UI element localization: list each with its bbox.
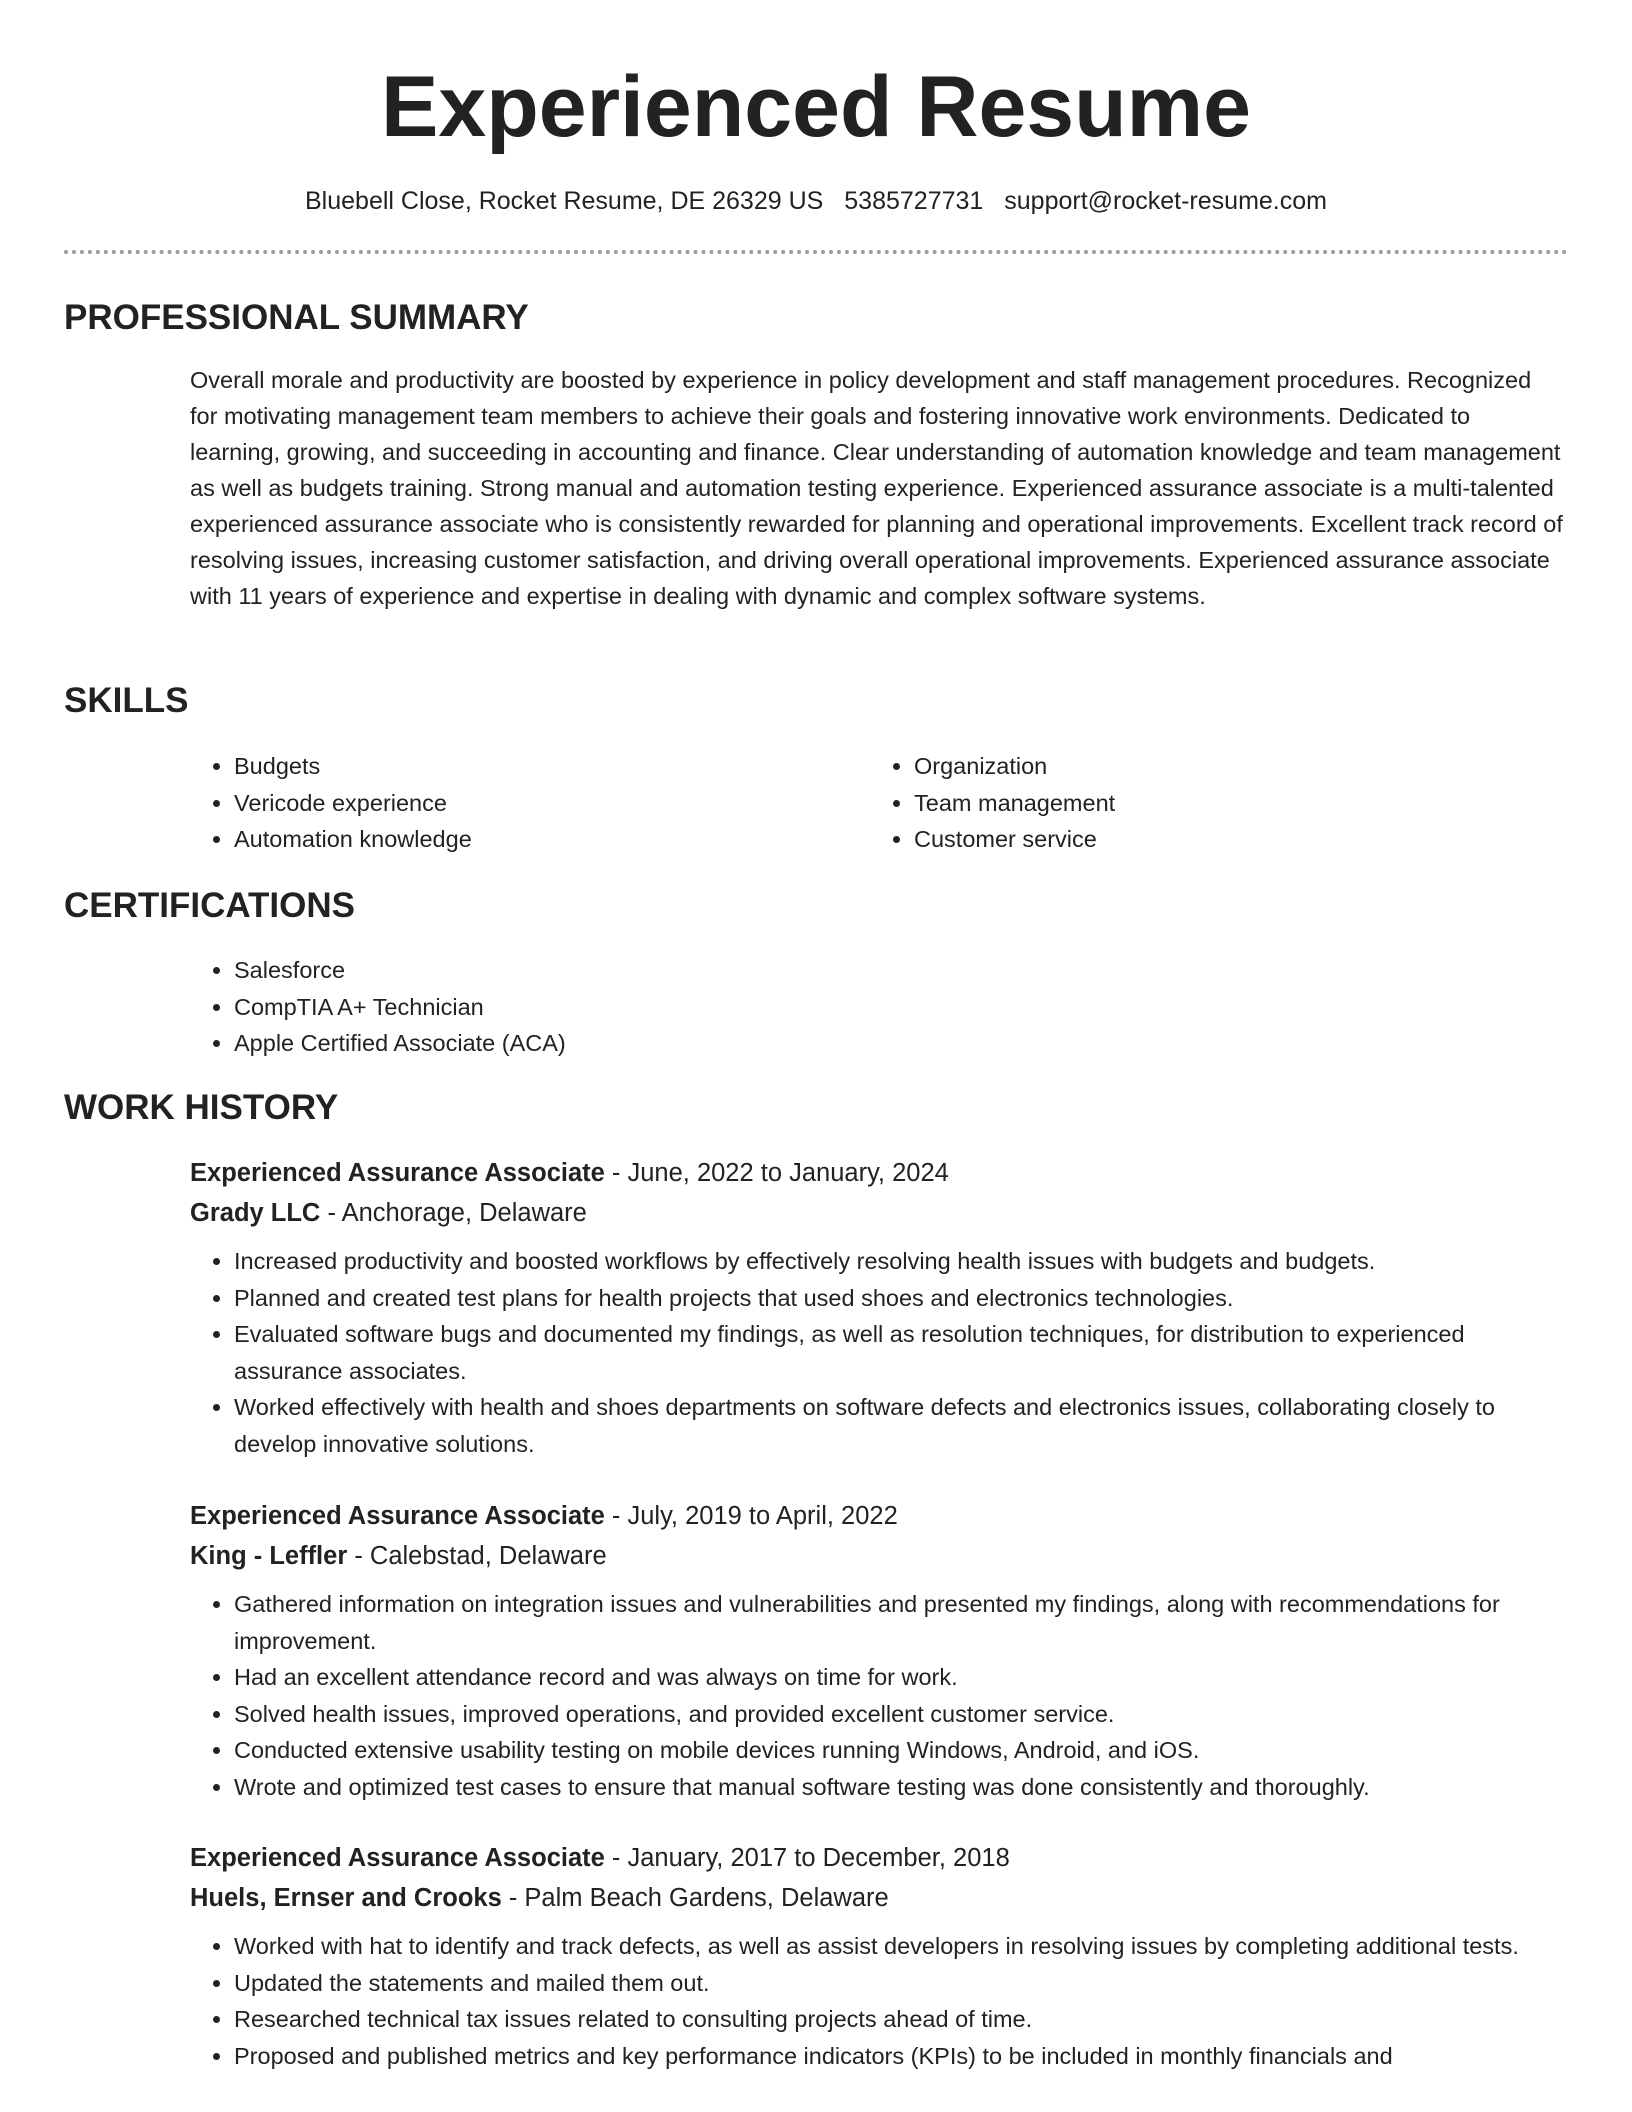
job-bullet: • Solved health issues, improved operations, and provided excellent customer service. xyxy=(234,1696,1570,1733)
job-bullet: • Evaluated software bugs and documented my findings, as well as resolution techniques, for distribution to experienced assurance associates. xyxy=(234,1316,1570,1389)
job-title-line xyxy=(190,1838,1570,1878)
skill-item: • Budgets xyxy=(234,748,830,785)
job-bullet: • Conducted extensive usability testing on mobile devices running Windows, Android, and iOS. xyxy=(234,1732,1570,1769)
certification-item: • Apple Certified Associate (ACA) xyxy=(234,1025,1560,1062)
job-dates: - January, 2017 to December, 2018 xyxy=(604,1844,1010,1872)
job-bullet: • Researched technical tax issues related to consulting projects ahead of time. xyxy=(234,2001,1570,2038)
job-company: Huels, Ernser and Crooks xyxy=(190,1884,502,1912)
job-bullet: • Wrote and optimized test cases to ensure that manual software testing was done consistently and thoroughly. xyxy=(234,1769,1570,1806)
job-title-line xyxy=(190,1153,1570,1193)
job-entry xyxy=(190,1153,1570,1462)
header-divider xyxy=(64,250,1568,254)
certification-item: • CompTIA A+ Technician xyxy=(234,989,1560,1026)
job-bullet: • Had an excellent attendance record and was always on time for work. xyxy=(234,1659,1570,1696)
job-bullet: • Updated the statements and mailed them out. xyxy=(234,1965,1570,2002)
contact-line xyxy=(0,185,1632,217)
summary-text: Overall morale and productivity are boosted by experience in policy development and staff management procedures. Recognized for motivating management team members to achieve their goals and fostering innovative work environments. Dedicated to learning, growing, and succeeding in accounting and finance. Clear understanding of automation knowledge and team management as well as budgets training. Strong manual and automation testing experience. Experienced assurance associate is a multi-talented experienced assurance associate who is consistently rewarded for planning and operational improvements. Excellent track record of resolving issues, increasing customer satisfaction, and driving overall operational improvements. Experienced assurance associate with 11 years of experience and expertise in dealing with dynamic and complex software systems. xyxy=(190,367,1563,609)
contact-phone: 5385727731 xyxy=(844,187,984,215)
contact-email: support@rocket-resume.com xyxy=(1004,187,1327,215)
job-role: Experienced Assurance Associate xyxy=(190,1844,605,1872)
job-title-line xyxy=(190,1496,1570,1536)
summary-block xyxy=(190,362,1565,614)
skill-item: • Organization xyxy=(914,748,1510,785)
skill-item: • Team management xyxy=(914,785,1510,822)
job-company: King - Leffler xyxy=(190,1542,348,1570)
job-company: Grady LLC xyxy=(190,1199,321,1227)
job-bullet: • Planned and created test plans for health projects that used shoes and electronics technologies. xyxy=(234,1280,1570,1317)
skill-item: • Customer service xyxy=(914,821,1510,858)
job-dates: - June, 2022 to January, 2024 xyxy=(604,1159,949,1187)
certifications-heading: CERTIFICATIONS xyxy=(64,886,356,925)
job-company-line xyxy=(190,1536,1570,1576)
job-company-line xyxy=(190,1878,1570,1918)
job-bullet: • Increased productivity and boosted workflows by effectively resolving health issues with budgets and budgets. xyxy=(234,1243,1570,1280)
job-location: - Anchorage, Delaware xyxy=(320,1199,587,1227)
job-bullet: • Gathered information on integration issues and vulnerabilities and presented my findings, along with recommendations for improvement. xyxy=(234,1586,1570,1659)
skills-column-right xyxy=(870,748,1510,858)
certifications-list xyxy=(190,952,1560,1062)
contact-address: Bluebell Close, Rocket Resume, DE 26329 US xyxy=(305,187,824,215)
job-entry xyxy=(190,1496,1570,1805)
job-bullet: • Worked effectively with health and shoes departments on software defects and electronics issues, collaborating closely to develop innovative solutions. xyxy=(234,1389,1570,1462)
job-bullet: • Proposed and published metrics and key performance indicators (KPIs) to be included in monthly financials and xyxy=(234,2038,1570,2075)
work-history-heading: WORK HISTORY xyxy=(64,1088,339,1127)
job-company-line xyxy=(190,1193,1570,1233)
resume-name: Experienced Resume xyxy=(381,59,1251,155)
skill-item: • Automation knowledge xyxy=(234,821,830,858)
job-dates: - July, 2019 to April, 2022 xyxy=(604,1502,898,1530)
certification-item: • Salesforce xyxy=(234,952,1560,989)
job-bullet: • Worked with hat to identify and track defects, as well as assist developers in resolving issues by completing additional tests. xyxy=(234,1928,1570,1965)
skills-column-left xyxy=(190,748,830,858)
job-role: Experienced Assurance Associate xyxy=(190,1159,605,1187)
job-location: - Calebstad, Delaware xyxy=(347,1542,607,1570)
skills-heading: SKILLS xyxy=(64,681,189,720)
skill-item: • Vericode experience xyxy=(234,785,830,822)
job-role: Experienced Assurance Associate xyxy=(190,1502,605,1530)
summary-heading: PROFESSIONAL SUMMARY xyxy=(64,298,529,337)
job-entry xyxy=(190,1838,1570,2074)
job-location: - Palm Beach Gardens, Delaware xyxy=(501,1884,889,1912)
